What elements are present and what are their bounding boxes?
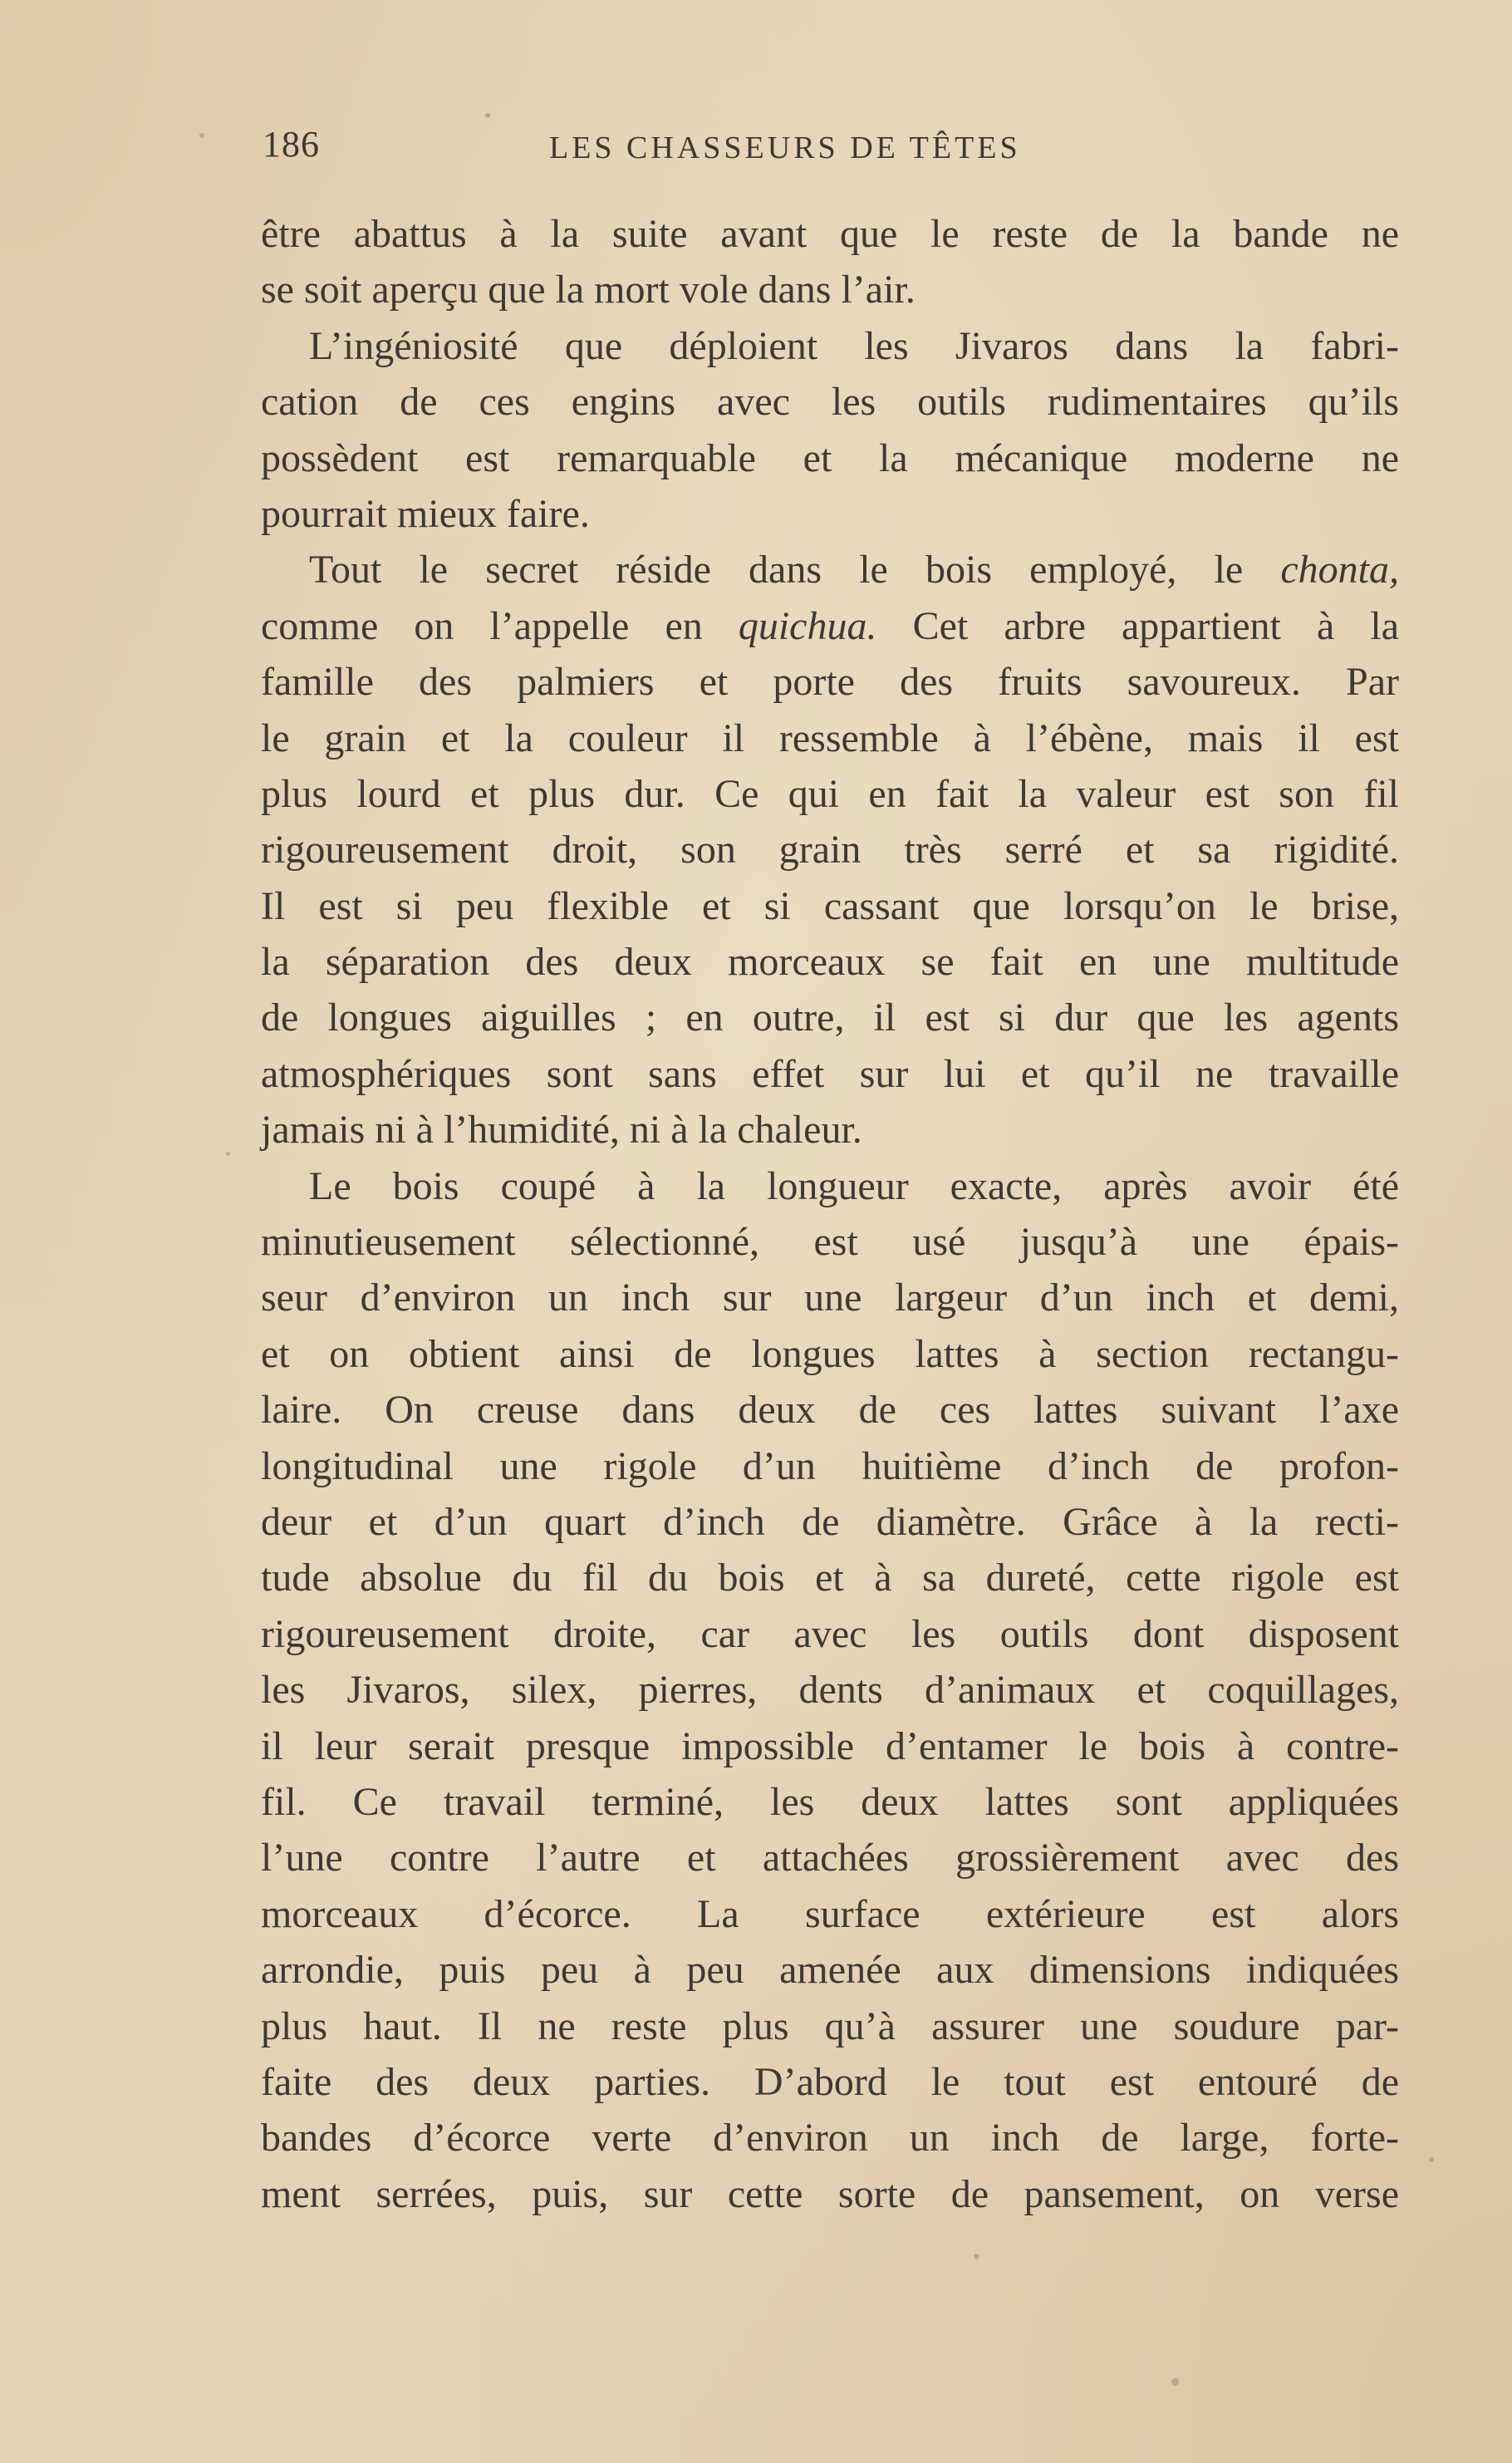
text-segment: Cet arbre appartient à la	[912, 603, 1400, 648]
paper-speck	[1429, 2157, 1434, 2162]
text-line: plus lourd et plus dur. Ce qui en fait la valeur est son fil	[261, 771, 1399, 816]
text-line: rigoureusement droit, son grain très serré et sa rigidité.	[261, 828, 1399, 873]
paper-speck	[199, 133, 204, 138]
text-line: deur et d’un quart d’inch de diamètre. Grâce à la recti-	[261, 1499, 1399, 1544]
text-line: minutieusement sélectionné, est usé jusqu’à une épais-	[261, 1220, 1399, 1265]
text-line: se soit aperçu que la mort vole dans l’air.	[261, 268, 916, 312]
text-line: morceaux d’écorce. La surface extérieure est alors	[261, 1891, 1399, 1936]
text-line: L’ingéniosité que déploient les Jivaros dans la fabri-	[309, 323, 1399, 368]
text-line: famille des palmiers et porte des fruits savoureux. Par	[261, 660, 1399, 705]
text-line: l’une contre l’autre et attachées grossièrement avec des	[261, 1836, 1399, 1880]
text-line: la séparation des deux morceaux se fait en une multitude	[261, 940, 1399, 985]
paper-speck	[485, 113, 490, 118]
text-line: tude absolue du fil du bois et à sa dureté, cette rigole est	[261, 1556, 1399, 1600]
text-line	[261, 598, 1399, 654]
text-line: de longues aiguilles ; en outre, il est si dur que les agents	[261, 996, 1399, 1040]
text-line: les Jivaros, silex, pierres, dents d’animaux et coquillages,	[261, 1668, 1399, 1713]
text-line: cation de ces engins avec les outils rudimentaires qu’ils	[261, 380, 1399, 425]
text-line: Le bois coupé à la longueur exacte, après avoir été	[309, 1163, 1399, 1208]
italic-term: chonta,	[1280, 548, 1400, 592]
text-line: faite des deux parties. D’abord le tout est entouré de	[261, 2059, 1399, 2104]
text-segment: comme on l’appelle en	[261, 603, 703, 648]
text-line: le grain et la couleur il ressemble à l’ébène, mais il est	[261, 715, 1399, 760]
text-line: rigoureusement droite, car avec les outils dont disposent	[261, 1611, 1399, 1656]
paper-speck	[1171, 2378, 1179, 2386]
text-line: seur d’environ un inch sur une largeur d’un inch et demi,	[261, 1276, 1399, 1320]
text-line: être abattus à la suite avant que le reste de la bande ne	[261, 212, 1399, 256]
running-head	[263, 123, 1401, 173]
text-line: possèdent est remarquable et la mécanique moderne ne	[261, 435, 1399, 480]
text-line: bandes d’écorce verte d’environ un inch de large, forte-	[261, 2116, 1399, 2161]
text-line: fil. Ce travail terminé, les deux lattes sont appliquées	[261, 1779, 1399, 1824]
text-line: plus haut. Il ne reste plus qu’à assurer une soudure par-	[261, 2003, 1399, 2048]
page-number: 186	[263, 124, 320, 165]
text-segment: Tout le secret réside dans le bois employé, le	[309, 548, 1244, 592]
italic-term: quichua.	[738, 603, 877, 648]
paper-speck	[974, 2254, 979, 2259]
text-line: laire. On creuse dans deux de ces lattes suivant l’axe	[261, 1388, 1399, 1433]
text-line: arrondie, puis peu à peu amenée aux dimensions indiquées	[261, 1948, 1399, 1993]
paper-speck	[226, 1152, 230, 1156]
running-title: LES CHASSEURS DE TÊTES	[549, 130, 1021, 165]
text-line: longitudinal une rigole d’un huitième d’inch de profon-	[261, 1443, 1399, 1488]
body-text	[261, 206, 1399, 2222]
text-line: et on obtient ainsi de longues lattes à section rectangu-	[261, 1331, 1399, 1376]
text-line	[261, 542, 1399, 597]
text-line: atmosphériques sont sans effet sur lui et qu’il ne travaille	[261, 1051, 1399, 1096]
text-line: jamais ni à l’humidité, ni à la chaleur.	[261, 1108, 862, 1153]
text-line: Il est si peu flexible et si cassant que lorsqu’on le brise,	[261, 883, 1399, 928]
text-line: il leur serait presque impossible d’entamer le bois à contre-	[261, 1723, 1399, 1768]
text-line: ment serrées, puis, sur cette sorte de pansement, on verse	[261, 2171, 1399, 2216]
text-line: pourrait mieux faire.	[261, 491, 590, 536]
